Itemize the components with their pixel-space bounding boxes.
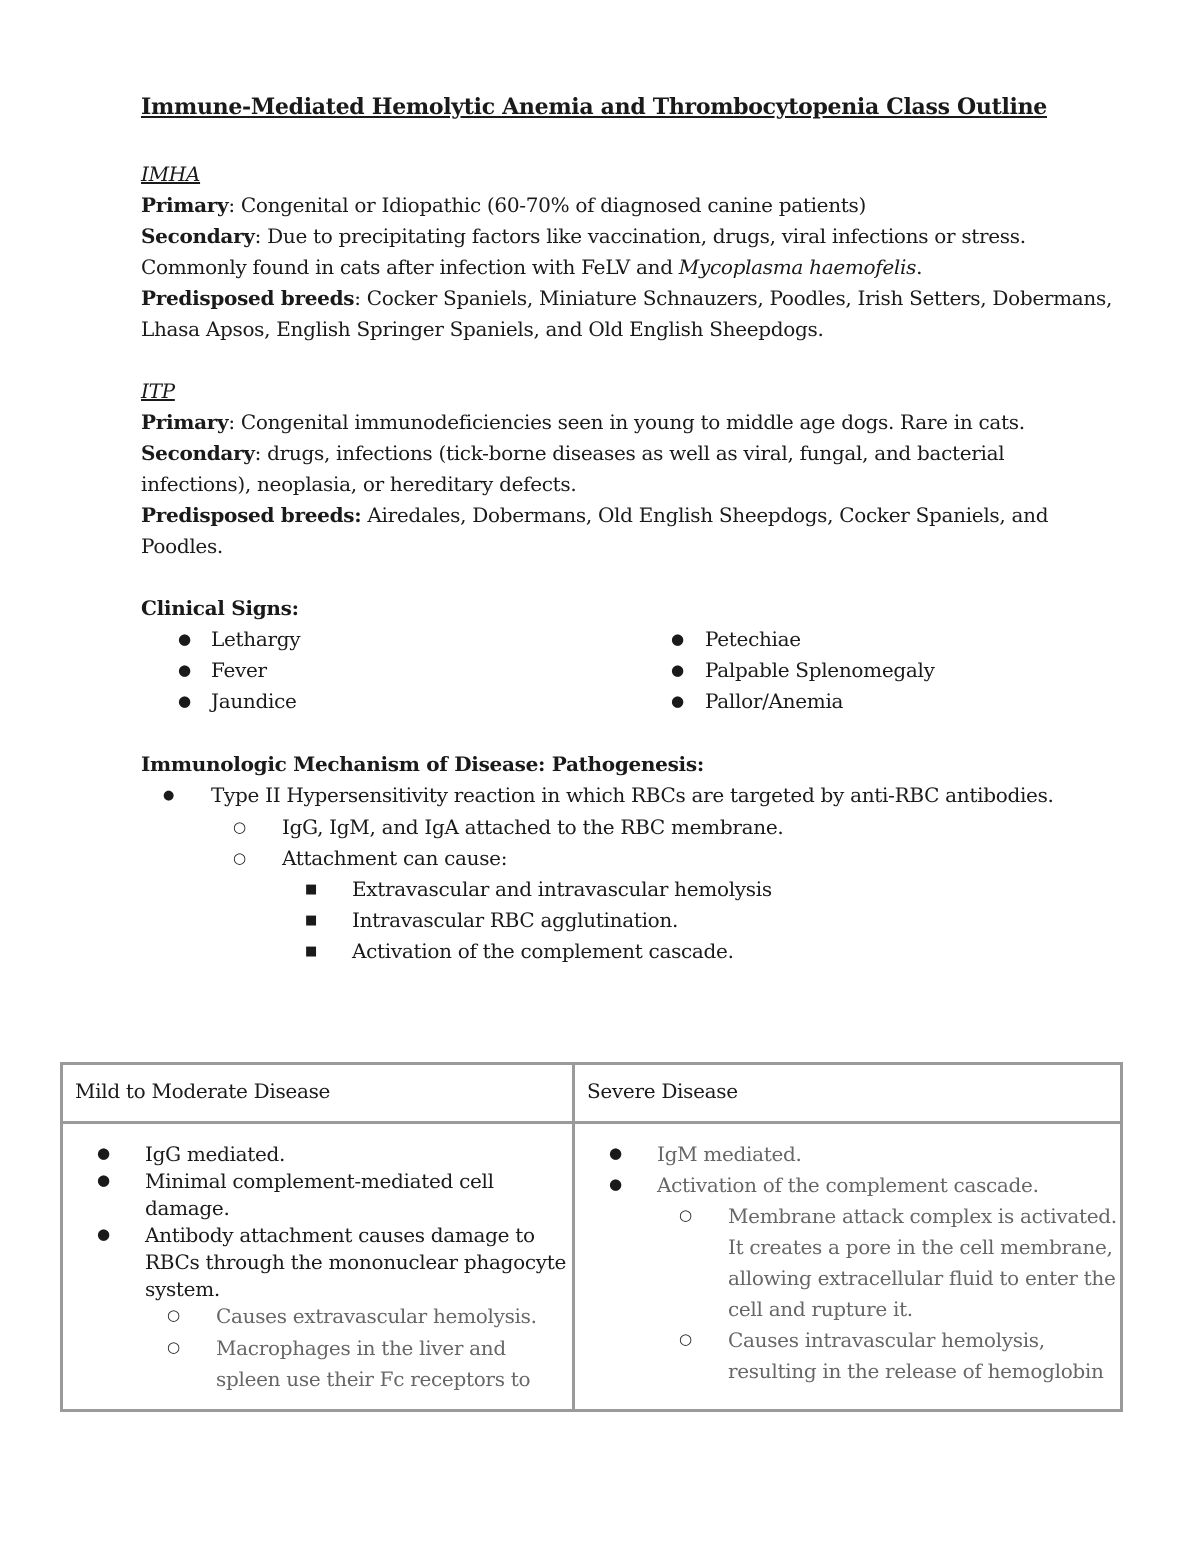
table-header-severe: Severe Disease	[587, 1079, 738, 1103]
mechanism-subitem: IgG, IgM, and IgA attached to the RBC membrane.	[282, 815, 784, 839]
bullet-icon: ●	[178, 692, 192, 710]
bullet-icon: ●	[609, 1144, 623, 1162]
bullet-icon: ●	[97, 1171, 111, 1189]
clinical-signs-heading-text: Clinical Signs:	[141, 596, 299, 620]
table-cell-text: resulting in the release of hemoglobin	[728, 1359, 1104, 1383]
imha-breeds	[141, 283, 1112, 314]
imha-heading-text: IMHA	[141, 162, 201, 186]
table-cell-text: Minimal complement-mediated cell	[145, 1169, 494, 1193]
mechanism-subsubitem: Activation of the complement cascade.	[352, 939, 734, 963]
imha-primary	[141, 190, 866, 221]
imha-secondary-cont	[141, 252, 922, 283]
bullet-icon: ●	[671, 661, 685, 679]
itp-primary	[141, 407, 1025, 438]
table-header-mild: Mild to Moderate Disease	[75, 1079, 331, 1103]
imha-secondary-end: .	[916, 255, 923, 279]
imha-breeds-label: Predisposed breeds	[141, 286, 355, 310]
itp-heading	[141, 376, 175, 407]
table-cell-text: cell and rupture it.	[728, 1297, 913, 1321]
circle-bullet-icon: ○	[167, 1338, 181, 1356]
clinical-sign-item: Pallor/Anemia	[705, 689, 844, 713]
table-header-divider	[60, 1121, 1123, 1124]
clinical-sign-item: Petechiae	[705, 627, 801, 651]
itp-secondary-label: Secondary	[141, 441, 255, 465]
bullet-icon: ●	[178, 630, 192, 648]
circle-bullet-icon: ○	[233, 849, 247, 867]
bullet-icon: ●	[97, 1144, 111, 1162]
mechanism-subitem: Attachment can cause:	[282, 846, 508, 870]
table-cell-text: IgM mediated.	[657, 1142, 802, 1166]
mechanism-subsubitem: Extravascular and intravascular hemolysis	[352, 877, 772, 901]
document-title: Immune-Mediated Hemolytic Anemia and Thrombocytopenia Class Outline	[141, 94, 1047, 120]
bullet-icon: ●	[163, 788, 175, 803]
table-cell-text: system.	[145, 1277, 220, 1301]
table-cell-text: Causes intravascular hemolysis,	[728, 1328, 1045, 1352]
bullet-icon: ●	[671, 692, 685, 710]
imha-secondary-text-2: Commonly found in cats after infection with FeLV and	[141, 255, 679, 279]
imha-organism: Mycoplasma haemofelis	[678, 255, 917, 279]
circle-bullet-icon: ○	[679, 1206, 693, 1224]
itp-breeds-cont: Poodles.	[141, 534, 223, 558]
square-bullet-icon: ■	[305, 913, 318, 928]
mechanism-subsubitem: Intravascular RBC agglutination.	[352, 908, 679, 932]
imha-breeds-text: : Cocker Spaniels, Miniature Schnauzers, Poodles, Irish Setters, Dobermans,	[354, 286, 1113, 310]
clinical-sign-item: Palpable Splenomegaly	[705, 658, 935, 682]
clinical-sign-item: Jaundice	[211, 689, 297, 713]
square-bullet-icon: ■	[305, 944, 318, 959]
circle-bullet-icon: ○	[167, 1306, 181, 1324]
itp-primary-text: : Congenital immunodeficiencies seen in young to middle age dogs. Rare in cats.	[228, 410, 1025, 434]
itp-secondary-cont: infections), neoplasia, or hereditary defects.	[141, 472, 577, 496]
circle-bullet-icon: ○	[679, 1330, 693, 1348]
clinical-sign-item: Fever	[211, 658, 267, 682]
mechanism-heading	[141, 749, 704, 780]
bullet-icon: ●	[671, 630, 685, 648]
table-cell-text: It creates a pore in the cell membrane,	[728, 1235, 1113, 1259]
table-cell-text: Macrophages in the liver and	[216, 1336, 506, 1360]
table-cell-text: Activation of the complement cascade.	[657, 1173, 1039, 1197]
itp-secondary-text: : drugs, infections (tick-borne diseases as well as viral, fungal, and bacterial	[254, 441, 1005, 465]
mechanism-heading-text: Immunologic Mechanism of Disease: Pathogenesis:	[141, 752, 704, 776]
table-cell-text: Membrane attack complex is activated.	[728, 1204, 1117, 1228]
imha-secondary	[141, 221, 1026, 252]
table-cell-text: allowing extracellular fluid to enter the	[728, 1266, 1116, 1290]
table-cell-text: IgG mediated.	[145, 1142, 286, 1166]
table-column-divider	[572, 1062, 575, 1412]
circle-bullet-icon: ○	[233, 818, 247, 836]
itp-secondary	[141, 438, 1004, 469]
mechanism-item: Type II Hypersensitivity reaction in which RBCs are targeted by anti-RBC antibodies.	[211, 783, 1054, 807]
imha-primary-label: Primary	[141, 193, 229, 217]
table-cell-text: RBCs through the mononuclear phagocyte	[145, 1250, 566, 1274]
itp-breeds	[141, 500, 1048, 531]
itp-primary-label: Primary	[141, 410, 229, 434]
bullet-icon: ●	[609, 1175, 623, 1193]
bullet-icon: ●	[97, 1225, 111, 1243]
square-bullet-icon: ■	[305, 882, 318, 897]
table-cell-text: Causes extravascular hemolysis.	[216, 1304, 537, 1328]
table-cell-text: spleen use their Fc receptors to	[216, 1367, 531, 1391]
bullet-icon: ●	[178, 661, 192, 679]
clinical-signs-heading	[141, 593, 299, 624]
itp-heading-text: ITP	[141, 379, 175, 403]
imha-secondary-text: : Due to precipitating factors like vaccination, drugs, viral infections or stress.	[254, 224, 1026, 248]
imha-breeds-cont: Lhasa Apsos, English Springer Spaniels, and Old English Sheepdogs.	[141, 317, 824, 341]
itp-breeds-label: Predisposed breeds:	[141, 503, 362, 527]
table-cell-text: Antibody attachment causes damage to	[145, 1223, 535, 1247]
imha-primary-text: : Congenital or Idiopathic (60-70% of diagnosed canine patients)	[228, 193, 866, 217]
imha-secondary-label: Secondary	[141, 224, 255, 248]
clinical-sign-item: Lethargy	[211, 627, 301, 651]
itp-breeds-text: Airedales, Dobermans, Old English Sheepdogs, Cocker Spaniels, and	[361, 503, 1049, 527]
table-cell-text: damage.	[145, 1196, 230, 1220]
imha-heading	[141, 159, 200, 190]
